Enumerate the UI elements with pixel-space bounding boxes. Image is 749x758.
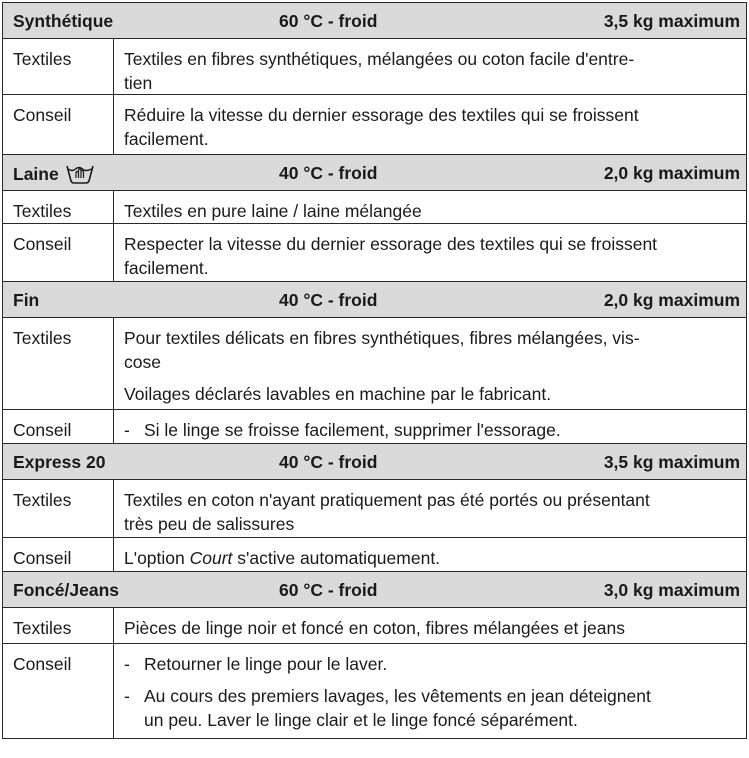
tip-row bbox=[2, 95, 747, 155]
row-label: Textiles bbox=[3, 191, 114, 223]
text-line: Réduire la vitesse du dernier essorage des textiles qui se froissent bbox=[124, 105, 639, 125]
program-load: 2,0 kg maximum bbox=[603, 163, 740, 183]
program-header-synthetique bbox=[2, 3, 747, 39]
bullet-dash: - bbox=[124, 686, 130, 706]
row-label: Conseil bbox=[3, 95, 114, 154]
program-load: 3,5 kg maximum bbox=[603, 452, 740, 472]
text-line: Si le linge se froisse facilement, supprimer l'essorage. bbox=[144, 420, 561, 440]
text-line: Textiles en fibres synthétiques, mélangées ou coton facile d'entre- bbox=[124, 49, 635, 69]
textiles-row bbox=[2, 608, 747, 644]
row-value bbox=[114, 480, 746, 537]
bullet-dash: - bbox=[124, 654, 130, 674]
row-value bbox=[114, 410, 746, 443]
row-value bbox=[114, 318, 746, 409]
tip-row bbox=[2, 644, 747, 739]
row-value bbox=[114, 191, 746, 223]
program-load: 3,0 kg maximum bbox=[603, 580, 740, 600]
program-header-fonce-jeans bbox=[2, 572, 747, 608]
row-label: Conseil bbox=[3, 224, 114, 281]
text-line: facilement. bbox=[124, 129, 209, 149]
row-value bbox=[114, 95, 746, 154]
text-line: très peu de salissures bbox=[124, 514, 295, 534]
program-temperature: 40 °C - froid bbox=[279, 452, 378, 472]
row-label: Conseil bbox=[3, 410, 114, 443]
row-value bbox=[114, 644, 746, 738]
text-line: Au cours des premiers lavages, les vêtements en jean déteignent bbox=[144, 686, 651, 706]
text-line: Retourner le linge pour le laver. bbox=[144, 654, 388, 674]
program-header-laine bbox=[2, 155, 747, 191]
row-value bbox=[114, 608, 746, 643]
program-temperature: 60 °C - froid bbox=[279, 11, 378, 31]
program-temperature: 40 °C - froid bbox=[279, 163, 378, 183]
textiles-row bbox=[2, 39, 747, 95]
program-name: Foncé/Jeans bbox=[13, 580, 120, 600]
text-line: un peu. Laver le linge clair et le linge foncé séparément. bbox=[144, 710, 578, 730]
tip-row bbox=[2, 224, 747, 282]
row-value bbox=[114, 39, 746, 94]
program-temperature: 40 °C - froid bbox=[279, 290, 378, 310]
bullet-item bbox=[124, 418, 736, 442]
program-load: 3,5 kg maximum bbox=[603, 11, 740, 31]
tip-row bbox=[2, 410, 747, 444]
program-name: Synthétique bbox=[13, 11, 114, 31]
text-line: Textiles en pure laine / laine mélangée bbox=[124, 201, 422, 221]
text-line: facilement. bbox=[124, 258, 209, 278]
row-label: Textiles bbox=[3, 608, 114, 643]
text-part: L'option bbox=[124, 548, 190, 568]
row-value bbox=[114, 224, 746, 281]
textiles-row bbox=[2, 318, 747, 410]
row-label: Conseil bbox=[3, 644, 114, 738]
row-label: Textiles bbox=[3, 39, 114, 94]
program-table bbox=[2, 2, 747, 739]
bullet-dash: - bbox=[124, 420, 130, 440]
program-header-express-20 bbox=[2, 444, 747, 480]
text-part: s'active automatiquement. bbox=[232, 548, 441, 568]
program-name: Fin bbox=[13, 290, 40, 310]
text-line: Pour textiles délicats en fibres synthétiques, fibres mélangées, vis- bbox=[124, 328, 640, 348]
program-temperature: 60 °C - froid bbox=[279, 580, 378, 600]
option-name: Court bbox=[189, 548, 233, 568]
program-name: Express 20 bbox=[13, 452, 106, 472]
row-value bbox=[114, 538, 746, 571]
program-load: 2,0 kg maximum bbox=[603, 290, 740, 310]
bullet-item bbox=[124, 652, 736, 676]
row-label: Conseil bbox=[3, 538, 114, 571]
tip-row bbox=[2, 538, 747, 572]
text-line: Voilages déclarés lavables en machine par le fabricant. bbox=[124, 384, 552, 404]
text-line: tien bbox=[124, 73, 153, 93]
wool-wash-icon bbox=[65, 163, 95, 185]
text-line: Textiles en coton n'ayant pratiquement pas été portés ou présentant bbox=[124, 490, 650, 510]
text-line: Pièces de linge noir et foncé en coton, fibres mélangées et jeans bbox=[124, 618, 626, 638]
text-line: cose bbox=[124, 352, 161, 372]
program-header-fin bbox=[2, 282, 747, 318]
row-label: Textiles bbox=[3, 318, 114, 409]
text-block bbox=[144, 684, 736, 732]
textiles-row bbox=[2, 480, 747, 538]
textiles-row bbox=[2, 191, 747, 224]
row-label: Textiles bbox=[3, 480, 114, 537]
text-line: Respecter la vitesse du dernier essorage des textiles qui se froissent bbox=[124, 234, 658, 254]
program-name-group bbox=[13, 163, 95, 185]
program-name: Laine bbox=[13, 163, 59, 184]
bullet-item bbox=[124, 684, 736, 732]
